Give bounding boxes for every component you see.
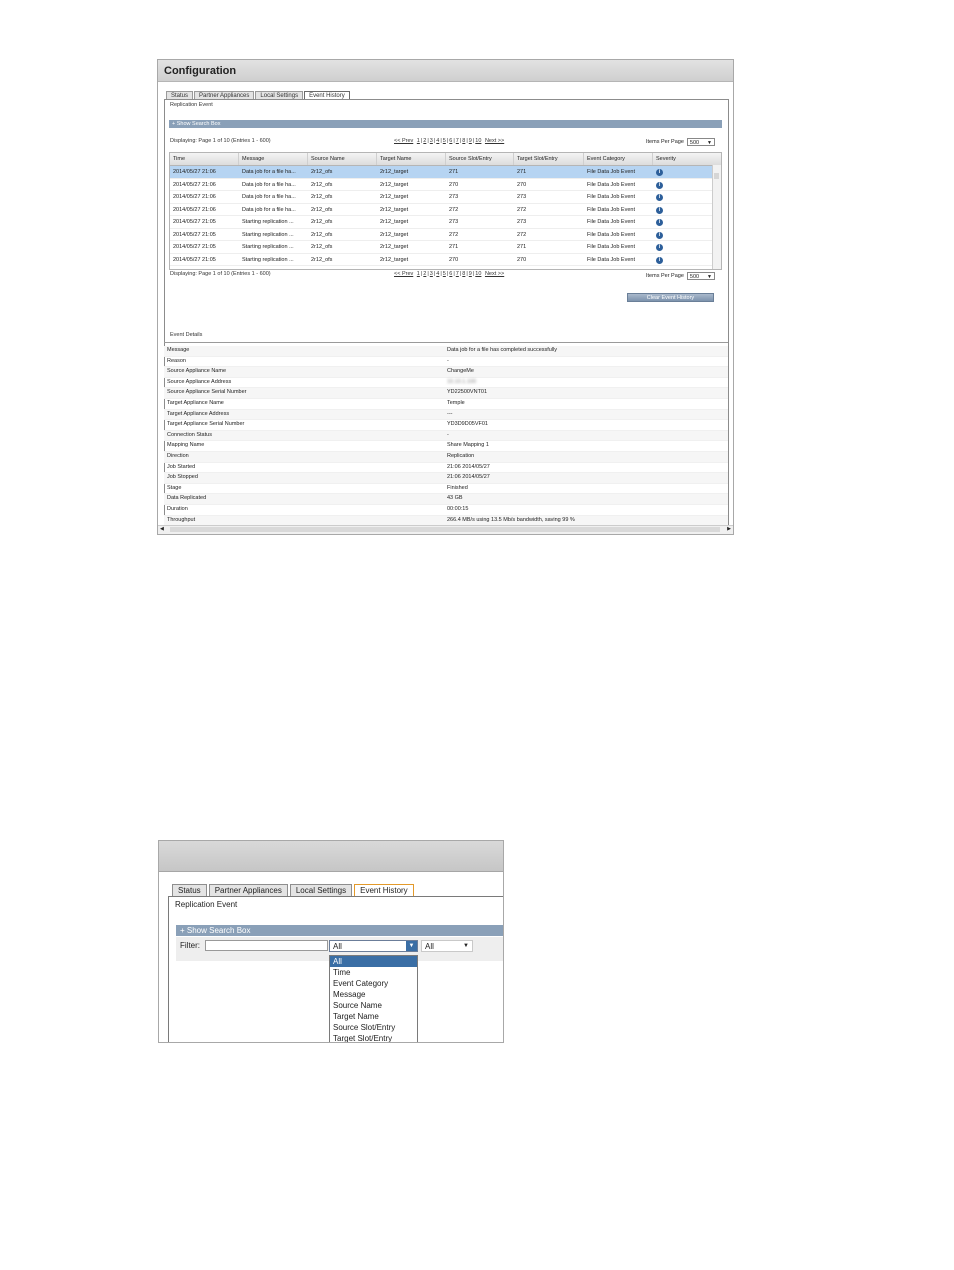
pager-page-link[interactable]: 1 <box>416 138 420 144</box>
dropdown-option-message[interactable]: Message <box>333 990 366 999</box>
cell-message: Data job for a file ha... <box>242 181 296 188</box>
event-table <box>169 152 722 270</box>
detail-row <box>164 431 728 442</box>
detail-row <box>164 388 728 399</box>
table-row[interactable] <box>170 216 721 229</box>
tab-bar <box>172 884 416 896</box>
cell-source-name: 2r12_ofs <box>311 206 333 213</box>
cell-event-category: File Data Job Event <box>587 181 635 188</box>
detail-value: - <box>447 357 449 364</box>
cell-source-name: 2r12_ofs <box>311 194 333 200</box>
cell-target-name: 2r12_target <box>380 231 409 238</box>
scrollbar-thumb[interactable] <box>714 173 719 179</box>
event-details-table <box>164 346 728 535</box>
cell-source-name: 2r12_ofs <box>311 256 333 263</box>
detail-value: 21:06 2014/05/27 <box>447 474 490 481</box>
detail-value: 43 GB <box>447 495 463 502</box>
detail-key: Mapping Name <box>167 442 205 449</box>
pager-page-link[interactable]: 6 <box>449 271 453 277</box>
detail-key: Reason <box>167 357 186 364</box>
chevron-down-icon: ▼ <box>463 943 469 949</box>
detail-value: ChangeMe <box>447 368 474 375</box>
detail-value: Finished <box>447 484 468 491</box>
cell-source-slot: 271 <box>449 169 459 175</box>
detail-value: Temple <box>447 399 465 406</box>
pager-page-link[interactable]: 7 <box>455 138 459 144</box>
pager-bottom: << Prev 1 | 2 | 3 | 4 | 5 | 6 | 7 | 8 | 9 | 10 Next >> <box>394 271 505 277</box>
cell-time: 2014/05/27 21:06 <box>173 206 216 213</box>
cell-target-name: 2r12_target <box>380 219 409 225</box>
pager-page-link[interactable]: 4 <box>436 138 440 144</box>
table-row[interactable] <box>170 179 721 192</box>
detail-row <box>164 494 728 505</box>
cell-target-name: 2r12_target <box>380 244 409 250</box>
tab-status[interactable]: Status <box>166 91 193 100</box>
info-icon: i <box>656 257 663 264</box>
table-vertical-scrollbar[interactable] <box>712 165 721 269</box>
cell-target-name: 2r12_target <box>380 206 409 213</box>
cell-target-name: 2r12_target <box>380 181 409 188</box>
cell-source-name: 2r12_ofs <box>311 231 333 238</box>
chevron-down-icon[interactable]: ▼ <box>406 941 417 951</box>
detail-row <box>164 484 728 495</box>
tab-event-history[interactable]: Event History <box>304 91 350 100</box>
detail-row <box>164 357 728 368</box>
detail-row <box>164 505 728 516</box>
cell-event-category: File Data Job Event <box>587 256 635 263</box>
column-header-source-name[interactable]: Source Name <box>308 153 377 165</box>
table-row[interactable] <box>170 229 721 242</box>
cell-time: 2014/05/27 21:05 <box>173 219 216 225</box>
dropdown-option-target-name[interactable]: Target Name <box>333 1012 379 1021</box>
column-header-event-category[interactable]: Event Category <box>584 153 653 165</box>
items-per-page-label: Items Per Page <box>646 273 684 279</box>
detail-row <box>164 367 728 378</box>
items-per-page-label: Items Per Page <box>646 139 684 145</box>
items-per-page-bottom <box>646 272 715 280</box>
column-header-time[interactable]: Time <box>170 153 239 165</box>
detail-value: 10.10.1.100 <box>447 378 477 385</box>
horizontal-scrollbar[interactable] <box>158 525 733 534</box>
event-details-title: Event Details <box>170 332 203 338</box>
pager-page-link[interactable]: 2 <box>423 271 427 277</box>
detail-key: Message <box>167 347 190 353</box>
detail-value: --- <box>447 410 453 417</box>
chevron-down-icon: ▼ <box>706 140 712 146</box>
cell-source-slot: 273 <box>449 219 459 225</box>
detail-value: 21:06 2014/05/27 <box>447 463 490 470</box>
cell-source-slot: 272 <box>449 231 459 238</box>
displaying-status: Displaying: Page 1 of 10 (Entries 1 - 600) <box>170 138 271 144</box>
cell-message: Data job for a file ha... <box>242 194 296 200</box>
chevron-down-icon: ▼ <box>706 274 712 280</box>
pager-page-link[interactable]: 5 <box>442 271 446 277</box>
detail-value: YD22500VNT01 <box>447 389 488 396</box>
pager-prev-link[interactable]: << Prev <box>394 271 414 277</box>
column-header-target-name[interactable]: Target Name <box>377 153 446 165</box>
table-body <box>170 166 721 266</box>
detail-key: Job Started <box>167 463 196 470</box>
pager-page-link[interactable]: 6 <box>449 138 453 144</box>
filter-dropdown-screenshot <box>158 840 504 1043</box>
table-row[interactable] <box>170 204 721 217</box>
filter-input[interactable] <box>205 940 328 951</box>
pager-page-link[interactable]: 5 <box>442 138 446 144</box>
items-per-page-select[interactable] <box>687 138 715 146</box>
detail-row <box>164 410 728 421</box>
info-icon: i <box>656 219 663 226</box>
detail-row <box>164 399 728 410</box>
detail-key: Target Appliance Serial Number <box>167 421 245 428</box>
show-search-box-toggle[interactable]: + Show Search Box <box>169 120 722 128</box>
window-title: Configuration <box>158 60 733 82</box>
cell-severity <box>653 191 715 203</box>
scroll-left-icon[interactable]: ◀ <box>160 526 164 532</box>
dropdown-option-source-name[interactable]: Source Name <box>333 1001 382 1010</box>
info-icon: i <box>656 207 663 214</box>
section-title: Replication Event <box>175 900 238 909</box>
filter-field-select[interactable] <box>329 940 418 952</box>
cell-event-category: File Data Job Event <box>587 231 635 238</box>
items-per-page-value: 500 <box>689 140 700 146</box>
cell-source-name: 2r12_ofs <box>311 244 333 250</box>
pager-page-link[interactable]: 3 <box>429 271 433 277</box>
cell-source-name: 2r12_ofs <box>311 169 333 175</box>
dropdown-option-source-slot-entry[interactable]: Source Slot/Entry <box>333 1023 396 1032</box>
cell-source-slot: 270 <box>449 256 459 263</box>
pager-page-link[interactable]: 1 <box>416 271 420 277</box>
cell-source-slot: 270 <box>449 181 459 188</box>
cell-target-name: 2r12_target <box>380 169 409 175</box>
detail-key: Target Appliance Address <box>167 410 230 417</box>
items-per-page-select[interactable] <box>687 272 715 280</box>
detail-row <box>164 473 728 484</box>
filter-secondary-value: All <box>425 942 434 951</box>
cell-severity <box>653 179 715 191</box>
detail-row <box>164 463 728 474</box>
info-icon: i <box>656 232 663 239</box>
table-row[interactable] <box>170 241 721 254</box>
cell-source-name: 2r12_ofs <box>311 181 333 188</box>
detail-value: YD3D9D05VF01 <box>447 421 488 428</box>
show-search-box-toggle[interactable]: + Show Search Box <box>176 925 504 936</box>
cell-time: 2014/05/27 21:05 <box>173 244 216 250</box>
cell-source-slot: 273 <box>449 194 459 200</box>
pager-page-link[interactable]: 8 <box>462 271 466 277</box>
info-icon: i <box>656 244 663 251</box>
cell-target-slot: 272 <box>517 206 527 213</box>
cell-message: Starting replication ... <box>242 231 294 238</box>
section-title: Replication Event <box>170 102 213 108</box>
tab-partner-appliances[interactable]: Partner Appliances <box>209 884 288 896</box>
detail-key: Source Appliance Serial Number <box>167 389 247 396</box>
pager-next-link[interactable]: Next >> <box>484 271 505 277</box>
cell-target-name: 2r12_target <box>380 256 409 263</box>
cell-source-slot: 271 <box>449 244 459 250</box>
pager-page-link[interactable]: 7 <box>455 271 459 277</box>
detail-key: Stage <box>167 484 182 491</box>
pager-page-link[interactable]: 3 <box>429 138 433 144</box>
cell-message: Starting replication ... <box>242 244 294 250</box>
cell-severity <box>653 229 715 241</box>
cell-severity <box>653 166 715 178</box>
filter-secondary-select[interactable] <box>421 940 473 952</box>
cell-message: Data job for a file ha... <box>242 169 296 175</box>
detail-value: 00:00:15 <box>447 505 469 512</box>
info-icon: i <box>656 182 663 189</box>
cell-time: 2014/05/27 21:05 <box>173 256 216 263</box>
detail-key: Connection Status <box>167 431 212 438</box>
scroll-right-icon[interactable]: ▶ <box>727 526 731 532</box>
pager-prev-link[interactable]: << Prev <box>394 138 414 144</box>
cell-severity <box>653 241 715 253</box>
cell-message: Data job for a file ha... <box>242 206 296 213</box>
detail-key: Source Appliance Name <box>167 368 227 375</box>
info-icon: i <box>656 169 663 176</box>
cell-target-slot: 273 <box>517 194 527 200</box>
table-row[interactable] <box>170 166 721 179</box>
dropdown-option-all[interactable]: All <box>330 956 417 967</box>
cell-event-category: File Data Job Event <box>587 219 635 225</box>
column-header-severity[interactable]: Severity <box>656 156 676 162</box>
pager-next-link[interactable]: Next >> <box>484 138 505 144</box>
event-history-screenshot <box>157 59 734 535</box>
detail-key: Throughput <box>167 516 196 523</box>
cell-source-slot: 272 <box>449 206 459 213</box>
dropdown-option-event-category[interactable]: Event Category <box>333 979 389 988</box>
tab-status[interactable]: Status <box>172 884 207 896</box>
info-icon: i <box>656 194 663 201</box>
cell-time: 2014/05/27 21:06 <box>173 169 216 175</box>
cell-message: Starting replication ... <box>242 256 294 263</box>
column-header-target-slot[interactable]: Target Slot/Entry <box>514 153 584 165</box>
pager-page-link[interactable]: 10 <box>475 138 482 144</box>
column-header-message[interactable]: Message <box>239 153 308 165</box>
pager-page-link[interactable]: 8 <box>462 138 466 144</box>
cell-target-name: 2r12_target <box>380 194 409 200</box>
cell-event-category: File Data Job Event <box>587 244 635 250</box>
detail-key: Job Stopped <box>167 474 198 481</box>
cell-target-slot: 270 <box>517 181 527 188</box>
dropdown-option-time[interactable]: Time <box>333 968 351 977</box>
tab-partner-appliances[interactable]: Partner Appliances <box>194 91 254 100</box>
detail-row <box>164 452 728 463</box>
detail-value: Share Mapping 1 <box>447 442 489 449</box>
dropdown-option-target-slot-entry[interactable]: Target Slot/Entry <box>333 1034 393 1043</box>
items-per-page <box>646 138 715 146</box>
cell-message: Starting replication ... <box>242 219 294 225</box>
pager-top: << Prev 1 | 2 | 3 | 4 | 5 | 6 | 7 | 8 | 9 | 10 Next >> <box>394 138 505 144</box>
filter-label: Filter: <box>180 941 200 950</box>
displaying-status-bottom: Displaying: Page 1 of 10 (Entries 1 - 600) <box>170 271 271 277</box>
detail-row <box>164 441 728 452</box>
detail-key: Target Appliance Name <box>167 399 224 406</box>
filter-field-dropdown-list <box>329 955 418 1043</box>
items-per-page-value: 500 <box>689 274 700 280</box>
tab-local-settings[interactable]: Local Settings <box>255 91 303 100</box>
clear-event-history-button[interactable]: Clear Event History <box>627 293 714 302</box>
column-header-source-slot[interactable]: Source Slot/Entry <box>446 153 514 165</box>
cell-severity <box>653 254 715 266</box>
table-header <box>170 153 721 166</box>
cell-event-category: File Data Job Event <box>587 194 635 200</box>
scrollbar-thumb[interactable] <box>170 527 720 532</box>
window-title-bar <box>159 841 503 872</box>
detail-key: Direction <box>167 452 189 459</box>
detail-row <box>164 378 728 389</box>
pager-page-link[interactable]: 4 <box>436 271 440 277</box>
detail-key: Source Appliance Address <box>167 378 232 385</box>
table-row[interactable] <box>170 254 721 267</box>
pager-page-link[interactable]: 2 <box>423 138 427 144</box>
pager-page-link[interactable]: 9 <box>468 271 472 277</box>
cell-severity <box>653 204 715 216</box>
cell-event-category: File Data Job Event <box>587 169 635 175</box>
detail-value: - <box>447 431 449 438</box>
tab-event-history[interactable]: Event History <box>354 884 414 896</box>
cell-target-slot: 272 <box>517 231 527 238</box>
filter-field-value: All <box>333 942 342 951</box>
cell-time: 2014/05/27 21:06 <box>173 181 216 188</box>
cell-target-slot: 270 <box>517 256 527 263</box>
tab-local-settings[interactable]: Local Settings <box>290 884 352 896</box>
cell-target-slot: 271 <box>517 244 527 250</box>
detail-value: 266.4 MB/s using 13.5 Mb/s bandwidth, saving 99 % <box>447 516 575 523</box>
pager-page-link[interactable]: 9 <box>468 138 472 144</box>
detail-row <box>164 346 728 357</box>
cell-source-name: 2r12_ofs <box>311 219 333 225</box>
detail-value: Data job for a file has completed successfully <box>447 347 558 353</box>
detail-value: Replication <box>447 452 475 459</box>
detail-key: Duration <box>167 505 188 512</box>
cell-severity <box>653 216 715 228</box>
pager-page-link[interactable]: 10 <box>475 271 482 277</box>
detail-key: Data Replicated <box>167 495 207 502</box>
cell-time: 2014/05/27 21:05 <box>173 231 216 238</box>
cell-target-slot: 273 <box>517 219 527 225</box>
cell-target-slot: 271 <box>517 169 527 175</box>
cell-event-category: File Data Job Event <box>587 206 635 213</box>
cell-time: 2014/05/27 21:06 <box>173 194 216 200</box>
divider <box>164 342 728 343</box>
detail-row <box>164 420 728 431</box>
table-row[interactable] <box>170 191 721 204</box>
